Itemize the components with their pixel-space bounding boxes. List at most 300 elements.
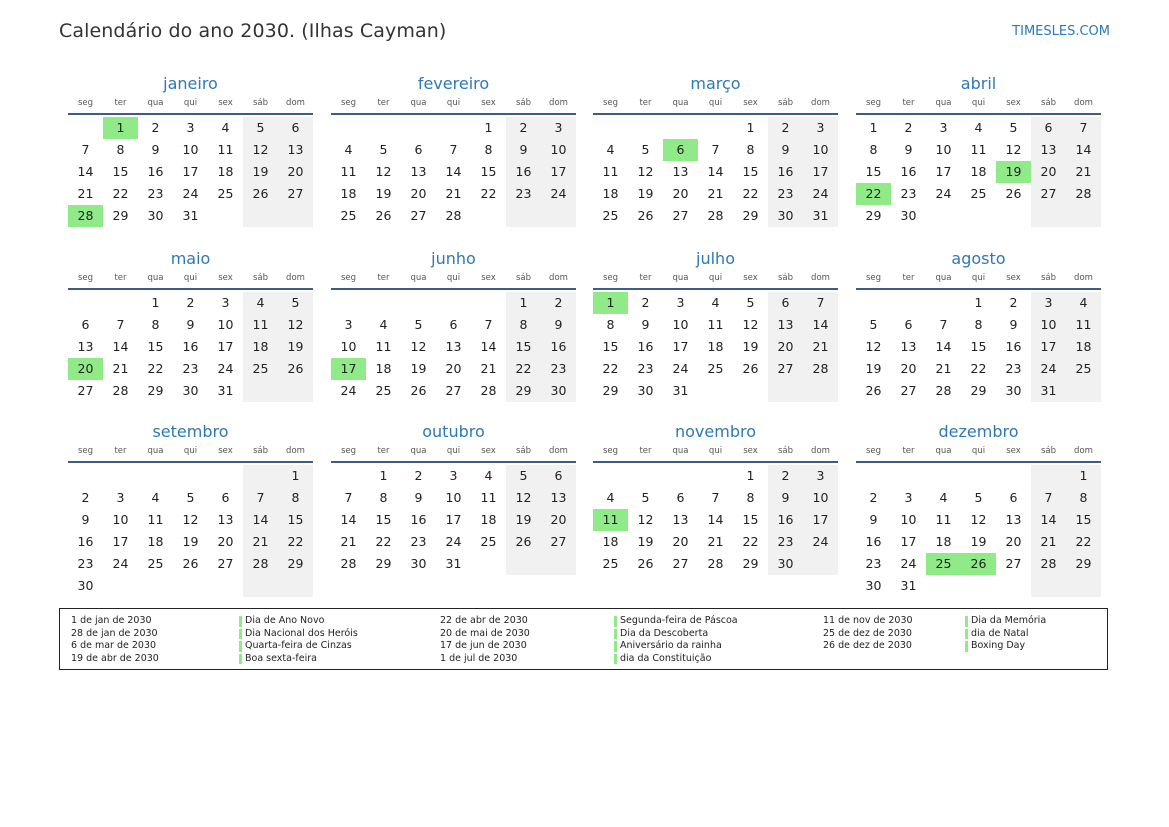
- day-cell[interactable]: 28: [1066, 183, 1101, 205]
- day-cell[interactable]: 10: [340, 339, 357, 354]
- day-cell[interactable]: 1: [379, 468, 388, 483]
- day-cell[interactable]: 12: [637, 512, 654, 527]
- day-cell[interactable]: 8: [606, 317, 615, 332]
- day-cell[interactable]: 22: [742, 534, 759, 549]
- day-cell[interactable]: 27: [445, 383, 462, 398]
- day-cell[interactable]: 17: [112, 534, 129, 549]
- day-cell[interactable]: 8: [278, 487, 313, 509]
- day-cell[interactable]: 23: [865, 556, 882, 571]
- day-cell[interactable]: 5: [243, 117, 278, 139]
- day-cell[interactable]: 31: [445, 556, 462, 571]
- holiday-day-cell[interactable]: 11: [593, 509, 628, 531]
- day-cell[interactable]: 11: [480, 490, 497, 505]
- day-cell[interactable]: 11: [970, 142, 987, 157]
- day-cell[interactable]: 19: [410, 361, 427, 376]
- day-cell[interactable]: 2: [1009, 295, 1018, 310]
- day-cell[interactable]: 7: [1066, 117, 1101, 139]
- day-cell[interactable]: 25: [217, 186, 234, 201]
- day-cell[interactable]: 8: [379, 490, 388, 505]
- day-cell[interactable]: 20: [1005, 534, 1022, 549]
- day-cell[interactable]: 21: [340, 534, 357, 549]
- holiday-day-cell[interactable]: 19: [996, 161, 1031, 183]
- day-cell[interactable]: 10: [541, 139, 576, 161]
- day-cell[interactable]: 2: [869, 490, 878, 505]
- day-cell[interactable]: 12: [375, 164, 392, 179]
- day-cell[interactable]: 21: [480, 361, 497, 376]
- day-cell[interactable]: 17: [803, 161, 838, 183]
- day-cell[interactable]: 4: [243, 292, 278, 314]
- day-cell[interactable]: 14: [935, 339, 952, 354]
- day-cell[interactable]: 26: [278, 358, 313, 380]
- day-cell[interactable]: 23: [768, 531, 803, 553]
- day-cell[interactable]: 9: [541, 314, 576, 336]
- day-cell[interactable]: 28: [707, 208, 724, 223]
- day-cell[interactable]: 22: [506, 358, 541, 380]
- day-cell[interactable]: 9: [186, 317, 195, 332]
- day-cell[interactable]: 24: [445, 534, 462, 549]
- day-cell[interactable]: 2: [151, 120, 160, 135]
- day-cell[interactable]: 18: [340, 186, 357, 201]
- day-cell[interactable]: 21: [445, 186, 462, 201]
- day-cell[interactable]: 15: [865, 164, 882, 179]
- day-cell[interactable]: 23: [506, 183, 541, 205]
- day-cell[interactable]: 30: [768, 205, 803, 227]
- day-cell[interactable]: 20: [768, 336, 803, 358]
- day-cell[interactable]: 10: [803, 487, 838, 509]
- day-cell[interactable]: 16: [182, 339, 199, 354]
- day-cell[interactable]: 11: [707, 317, 724, 332]
- day-cell[interactable]: 4: [606, 490, 615, 505]
- day-cell[interactable]: 26: [637, 208, 654, 223]
- day-cell[interactable]: 3: [541, 117, 576, 139]
- day-cell[interactable]: 25: [1066, 358, 1101, 380]
- day-cell[interactable]: 16: [77, 534, 94, 549]
- day-cell[interactable]: 13: [77, 339, 94, 354]
- day-cell[interactable]: 8: [484, 142, 493, 157]
- day-cell[interactable]: 9: [768, 139, 803, 161]
- day-cell[interactable]: 1: [746, 120, 755, 135]
- day-cell[interactable]: 19: [506, 509, 541, 531]
- day-cell[interactable]: 23: [900, 186, 917, 201]
- day-cell[interactable]: 3: [186, 120, 195, 135]
- day-cell[interactable]: 21: [1031, 531, 1066, 553]
- day-cell[interactable]: 23: [77, 556, 94, 571]
- day-cell[interactable]: 27: [672, 556, 689, 571]
- day-cell[interactable]: 28: [1031, 553, 1066, 575]
- day-cell[interactable]: 7: [711, 490, 720, 505]
- day-cell[interactable]: 13: [445, 339, 462, 354]
- day-cell[interactable]: 10: [445, 490, 462, 505]
- day-cell[interactable]: 29: [602, 383, 619, 398]
- day-cell[interactable]: 25: [602, 208, 619, 223]
- day-cell[interactable]: 27: [278, 183, 313, 205]
- day-cell[interactable]: 21: [707, 534, 724, 549]
- day-cell[interactable]: 30: [77, 578, 94, 593]
- day-cell[interactable]: 12: [506, 487, 541, 509]
- day-cell[interactable]: 11: [340, 164, 357, 179]
- day-cell[interactable]: 9: [1009, 317, 1018, 332]
- day-cell[interactable]: 27: [672, 208, 689, 223]
- day-cell[interactable]: 17: [1031, 336, 1066, 358]
- day-cell[interactable]: 27: [217, 556, 234, 571]
- day-cell[interactable]: 31: [217, 383, 234, 398]
- day-cell[interactable]: 20: [278, 161, 313, 183]
- day-cell[interactable]: 25: [480, 534, 497, 549]
- day-cell[interactable]: 19: [182, 534, 199, 549]
- site-link[interactable]: TIMESLES.COM: [1012, 24, 1110, 39]
- day-cell[interactable]: 24: [900, 556, 917, 571]
- day-cell[interactable]: 3: [1031, 292, 1066, 314]
- day-cell[interactable]: 16: [506, 161, 541, 183]
- day-cell[interactable]: 31: [672, 383, 689, 398]
- day-cell[interactable]: 5: [641, 490, 650, 505]
- day-cell[interactable]: 15: [375, 512, 392, 527]
- holiday-day-cell[interactable]: 20: [68, 358, 103, 380]
- day-cell[interactable]: 9: [414, 490, 423, 505]
- day-cell[interactable]: 15: [112, 164, 129, 179]
- day-cell[interactable]: 5: [869, 317, 878, 332]
- day-cell[interactable]: 7: [803, 292, 838, 314]
- day-cell[interactable]: 8: [1066, 487, 1101, 509]
- day-cell[interactable]: 10: [1031, 314, 1066, 336]
- day-cell[interactable]: 22: [147, 361, 164, 376]
- day-cell[interactable]: 3: [676, 295, 685, 310]
- day-cell[interactable]: 1: [746, 468, 755, 483]
- day-cell[interactable]: 24: [112, 556, 129, 571]
- day-cell[interactable]: 2: [768, 117, 803, 139]
- day-cell[interactable]: 5: [974, 490, 983, 505]
- day-cell[interactable]: 23: [410, 534, 427, 549]
- day-cell[interactable]: 11: [147, 512, 164, 527]
- day-cell[interactable]: 12: [1005, 142, 1022, 157]
- day-cell[interactable]: 8: [151, 317, 160, 332]
- day-cell[interactable]: 24: [182, 186, 199, 201]
- day-cell[interactable]: 19: [375, 186, 392, 201]
- day-cell[interactable]: 21: [935, 361, 952, 376]
- day-cell[interactable]: 2: [541, 292, 576, 314]
- day-cell[interactable]: 4: [151, 490, 160, 505]
- day-cell[interactable]: 20: [900, 361, 917, 376]
- day-cell[interactable]: 5: [379, 142, 388, 157]
- day-cell[interactable]: 11: [1066, 314, 1101, 336]
- day-cell[interactable]: 19: [243, 161, 278, 183]
- holiday-day-cell[interactable]: 26: [961, 553, 996, 575]
- day-cell[interactable]: 24: [803, 531, 838, 553]
- day-cell[interactable]: 13: [1005, 512, 1022, 527]
- holiday-day-cell[interactable]: 28: [68, 205, 103, 227]
- day-cell[interactable]: 15: [970, 339, 987, 354]
- day-cell[interactable]: 6: [1009, 490, 1018, 505]
- day-cell[interactable]: 28: [480, 383, 497, 398]
- day-cell[interactable]: 13: [217, 512, 234, 527]
- day-cell[interactable]: 10: [900, 512, 917, 527]
- day-cell[interactable]: 16: [147, 164, 164, 179]
- day-cell[interactable]: 27: [77, 383, 94, 398]
- day-cell[interactable]: 25: [707, 361, 724, 376]
- day-cell[interactable]: 18: [602, 534, 619, 549]
- day-cell[interactable]: 9: [506, 139, 541, 161]
- day-cell[interactable]: 24: [672, 361, 689, 376]
- day-cell[interactable]: 25: [243, 358, 278, 380]
- day-cell[interactable]: 28: [243, 553, 278, 575]
- day-cell[interactable]: 5: [746, 295, 755, 310]
- day-cell[interactable]: 21: [707, 186, 724, 201]
- day-cell[interactable]: 16: [637, 339, 654, 354]
- day-cell[interactable]: 22: [742, 186, 759, 201]
- day-cell[interactable]: 14: [803, 314, 838, 336]
- day-cell[interactable]: 27: [1005, 556, 1022, 571]
- day-cell[interactable]: 18: [1066, 336, 1101, 358]
- day-cell[interactable]: 14: [243, 509, 278, 531]
- day-cell[interactable]: 9: [904, 142, 913, 157]
- day-cell[interactable]: 3: [116, 490, 125, 505]
- day-cell[interactable]: 20: [1031, 161, 1066, 183]
- day-cell[interactable]: 16: [541, 336, 576, 358]
- day-cell[interactable]: 25: [375, 383, 392, 398]
- day-cell[interactable]: 29: [865, 208, 882, 223]
- day-cell[interactable]: 15: [1066, 509, 1101, 531]
- day-cell[interactable]: 29: [1066, 553, 1101, 575]
- day-cell[interactable]: 26: [182, 556, 199, 571]
- day-cell[interactable]: 27: [410, 208, 427, 223]
- day-cell[interactable]: 30: [637, 383, 654, 398]
- day-cell[interactable]: 18: [602, 186, 619, 201]
- day-cell[interactable]: 6: [278, 117, 313, 139]
- day-cell[interactable]: 5: [278, 292, 313, 314]
- day-cell[interactable]: 15: [506, 336, 541, 358]
- day-cell[interactable]: 7: [344, 490, 353, 505]
- day-cell[interactable]: 10: [182, 142, 199, 157]
- day-cell[interactable]: 7: [939, 317, 948, 332]
- day-cell[interactable]: 26: [375, 208, 392, 223]
- day-cell[interactable]: 9: [768, 487, 803, 509]
- day-cell[interactable]: 2: [81, 490, 90, 505]
- day-cell[interactable]: 1: [278, 465, 313, 487]
- day-cell[interactable]: 14: [707, 164, 724, 179]
- day-cell[interactable]: 19: [742, 339, 759, 354]
- day-cell[interactable]: 15: [602, 339, 619, 354]
- day-cell[interactable]: 2: [186, 295, 195, 310]
- day-cell[interactable]: 27: [1031, 183, 1066, 205]
- day-cell[interactable]: 23: [147, 186, 164, 201]
- day-cell[interactable]: 17: [182, 164, 199, 179]
- day-cell[interactable]: 18: [147, 534, 164, 549]
- day-cell[interactable]: 28: [340, 556, 357, 571]
- day-cell[interactable]: 12: [278, 314, 313, 336]
- day-cell[interactable]: 12: [243, 139, 278, 161]
- day-cell[interactable]: 25: [970, 186, 987, 201]
- day-cell[interactable]: 17: [445, 512, 462, 527]
- day-cell[interactable]: 21: [243, 531, 278, 553]
- day-cell[interactable]: 9: [869, 512, 878, 527]
- day-cell[interactable]: 1: [1066, 465, 1101, 487]
- day-cell[interactable]: 28: [935, 383, 952, 398]
- day-cell[interactable]: 18: [935, 534, 952, 549]
- day-cell[interactable]: 11: [243, 314, 278, 336]
- day-cell[interactable]: 8: [506, 314, 541, 336]
- day-cell[interactable]: 16: [768, 161, 803, 183]
- day-cell[interactable]: 29: [506, 380, 541, 402]
- day-cell[interactable]: 1: [869, 120, 878, 135]
- day-cell[interactable]: 22: [112, 186, 129, 201]
- day-cell[interactable]: 14: [1031, 509, 1066, 531]
- day-cell[interactable]: 3: [803, 465, 838, 487]
- day-cell[interactable]: 2: [414, 468, 423, 483]
- day-cell[interactable]: 5: [186, 490, 195, 505]
- day-cell[interactable]: 20: [445, 361, 462, 376]
- day-cell[interactable]: 29: [278, 553, 313, 575]
- day-cell[interactable]: 12: [637, 164, 654, 179]
- day-cell[interactable]: 10: [217, 317, 234, 332]
- day-cell[interactable]: 24: [935, 186, 952, 201]
- day-cell[interactable]: 22: [1066, 531, 1101, 553]
- day-cell[interactable]: 14: [340, 512, 357, 527]
- day-cell[interactable]: 15: [278, 509, 313, 531]
- day-cell[interactable]: 26: [243, 183, 278, 205]
- day-cell[interactable]: 6: [81, 317, 90, 332]
- day-cell[interactable]: 6: [676, 490, 685, 505]
- day-cell[interactable]: 27: [768, 358, 803, 380]
- day-cell[interactable]: 26: [410, 383, 427, 398]
- day-cell[interactable]: 3: [904, 490, 913, 505]
- day-cell[interactable]: 20: [672, 186, 689, 201]
- day-cell[interactable]: 26: [637, 556, 654, 571]
- day-cell[interactable]: 24: [340, 383, 357, 398]
- day-cell[interactable]: 13: [672, 164, 689, 179]
- day-cell[interactable]: 17: [900, 534, 917, 549]
- day-cell[interactable]: 14: [112, 339, 129, 354]
- day-cell[interactable]: 4: [344, 142, 353, 157]
- day-cell[interactable]: 4: [711, 295, 720, 310]
- day-cell[interactable]: 29: [147, 383, 164, 398]
- day-cell[interactable]: 11: [602, 164, 619, 179]
- day-cell[interactable]: 13: [672, 512, 689, 527]
- day-cell[interactable]: 9: [81, 512, 90, 527]
- day-cell[interactable]: 7: [81, 142, 90, 157]
- day-cell[interactable]: 30: [1005, 383, 1022, 398]
- day-cell[interactable]: 17: [541, 161, 576, 183]
- day-cell[interactable]: 4: [379, 317, 388, 332]
- day-cell[interactable]: 7: [449, 142, 458, 157]
- day-cell[interactable]: 13: [900, 339, 917, 354]
- day-cell[interactable]: 14: [77, 164, 94, 179]
- day-cell[interactable]: 16: [410, 512, 427, 527]
- day-cell[interactable]: 24: [217, 361, 234, 376]
- day-cell[interactable]: 7: [243, 487, 278, 509]
- day-cell[interactable]: 20: [410, 186, 427, 201]
- day-cell[interactable]: 13: [410, 164, 427, 179]
- day-cell[interactable]: 2: [641, 295, 650, 310]
- day-cell[interactable]: 4: [1066, 292, 1101, 314]
- day-cell[interactable]: 25: [147, 556, 164, 571]
- day-cell[interactable]: 15: [147, 339, 164, 354]
- day-cell[interactable]: 13: [541, 487, 576, 509]
- day-cell[interactable]: 7: [711, 142, 720, 157]
- day-cell[interactable]: 3: [803, 117, 838, 139]
- day-cell[interactable]: 24: [803, 183, 838, 205]
- day-cell[interactable]: 17: [803, 509, 838, 531]
- day-cell[interactable]: 13: [768, 314, 803, 336]
- day-cell[interactable]: 29: [742, 556, 759, 571]
- day-cell[interactable]: 15: [480, 164, 497, 179]
- day-cell[interactable]: 21: [112, 361, 129, 376]
- day-cell[interactable]: 11: [935, 512, 952, 527]
- day-cell[interactable]: 20: [541, 509, 576, 531]
- day-cell[interactable]: 4: [484, 468, 493, 483]
- day-cell[interactable]: 28: [803, 358, 838, 380]
- day-cell[interactable]: 23: [1005, 361, 1022, 376]
- day-cell[interactable]: 19: [637, 186, 654, 201]
- day-cell[interactable]: 14: [445, 164, 462, 179]
- day-cell[interactable]: 8: [869, 142, 878, 157]
- day-cell[interactable]: 6: [541, 465, 576, 487]
- day-cell[interactable]: 16: [865, 534, 882, 549]
- day-cell[interactable]: 22: [970, 361, 987, 376]
- day-cell[interactable]: 6: [449, 317, 458, 332]
- day-cell[interactable]: 21: [803, 336, 838, 358]
- day-cell[interactable]: 20: [217, 534, 234, 549]
- day-cell[interactable]: 10: [803, 139, 838, 161]
- day-cell[interactable]: 26: [865, 383, 882, 398]
- day-cell[interactable]: 10: [112, 512, 129, 527]
- day-cell[interactable]: 19: [970, 534, 987, 549]
- day-cell[interactable]: 26: [1005, 186, 1022, 201]
- day-cell[interactable]: 29: [742, 208, 759, 223]
- day-cell[interactable]: 4: [939, 490, 948, 505]
- day-cell[interactable]: 19: [637, 534, 654, 549]
- day-cell[interactable]: 19: [278, 336, 313, 358]
- day-cell[interactable]: 17: [935, 164, 952, 179]
- day-cell[interactable]: 2: [904, 120, 913, 135]
- day-cell[interactable]: 22: [602, 361, 619, 376]
- day-cell[interactable]: 12: [410, 339, 427, 354]
- day-cell[interactable]: 25: [602, 556, 619, 571]
- day-cell[interactable]: 3: [449, 468, 458, 483]
- day-cell[interactable]: 28: [707, 556, 724, 571]
- day-cell[interactable]: 20: [672, 534, 689, 549]
- day-cell[interactable]: 30: [410, 556, 427, 571]
- day-cell[interactable]: 6: [1031, 117, 1066, 139]
- day-cell[interactable]: 21: [1066, 161, 1101, 183]
- day-cell[interactable]: 23: [768, 183, 803, 205]
- day-cell[interactable]: 22: [375, 534, 392, 549]
- day-cell[interactable]: 30: [865, 578, 882, 593]
- day-cell[interactable]: 17: [217, 339, 234, 354]
- day-cell[interactable]: 1: [151, 295, 160, 310]
- day-cell[interactable]: 13: [1031, 139, 1066, 161]
- day-cell[interactable]: 11: [375, 339, 392, 354]
- day-cell[interactable]: 12: [182, 512, 199, 527]
- day-cell[interactable]: 30: [541, 380, 576, 402]
- day-cell[interactable]: 16: [768, 509, 803, 531]
- day-cell[interactable]: 4: [974, 120, 983, 135]
- day-cell[interactable]: 23: [182, 361, 199, 376]
- day-cell[interactable]: 2: [506, 117, 541, 139]
- day-cell[interactable]: 25: [340, 208, 357, 223]
- day-cell[interactable]: 3: [939, 120, 948, 135]
- day-cell[interactable]: 31: [182, 208, 199, 223]
- day-cell[interactable]: 16: [1005, 339, 1022, 354]
- holiday-day-cell[interactable]: 25: [926, 553, 961, 575]
- day-cell[interactable]: 14: [1066, 139, 1101, 161]
- day-cell[interactable]: 18: [970, 164, 987, 179]
- day-cell[interactable]: 4: [221, 120, 230, 135]
- day-cell[interactable]: 5: [1009, 120, 1018, 135]
- day-cell[interactable]: 26: [742, 361, 759, 376]
- day-cell[interactable]: 30: [900, 208, 917, 223]
- day-cell[interactable]: 12: [742, 317, 759, 332]
- day-cell[interactable]: 18: [243, 336, 278, 358]
